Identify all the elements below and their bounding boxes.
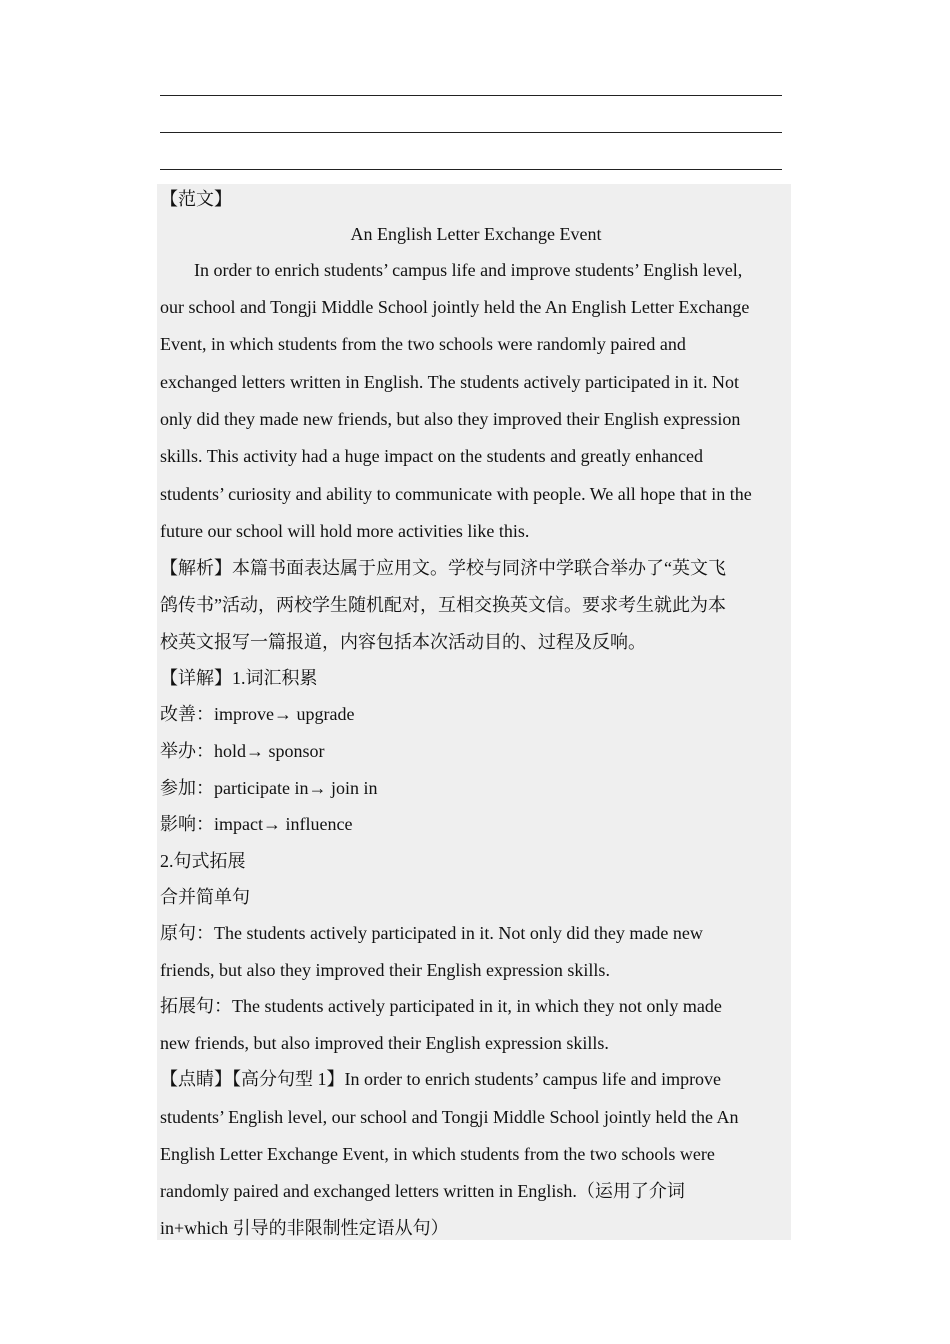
subsection-heading: 合并简单句	[160, 887, 250, 907]
vocab-item: 举办：hold→ sponsor	[160, 741, 325, 761]
analysis-line: 【解析】本篇书面表达属于应用文。学校与同济中学联合举办了“英文飞	[160, 558, 726, 578]
vocab-item: 改善：improve→ upgrade	[160, 704, 355, 724]
answer-blank-line	[160, 95, 782, 96]
essay-line: future our school will hold more activities like this.	[160, 521, 530, 541]
essay-line: students’ curiosity and ability to communicate with people. We all hope that in the	[160, 484, 752, 504]
analysis-line: 鸽传书”活动，两校学生随机配对，互相交换英文信。要求考生就此为本	[160, 595, 726, 615]
essay-heading: 【范文】	[160, 189, 232, 209]
highlight-line: 【点睛】【高分句型 1】In order to enrich students’ campus life and improve	[160, 1069, 722, 1089]
essay-line: exchanged letters written in English. The students actively participated in it. Not	[160, 372, 740, 392]
essay-line: our school and Tongji Middle School jointly held the An English Letter Exchange	[160, 297, 750, 317]
analysis-line: 校英文报写一篇报道，内容包括本次活动目的、过程及反响。	[160, 632, 646, 652]
highlight-line: in+which 引导的非限制性定语从句）	[160, 1218, 449, 1238]
original-sentence-line: 原句：The students actively participated in it. Not only did they made new	[160, 923, 703, 943]
answer-blank-line	[160, 132, 782, 133]
expanded-sentence-line: new friends, but also improved their English expression skills.	[160, 1033, 609, 1053]
essay-title: An English Letter Exchange Event	[350, 224, 602, 244]
essay-line: In order to enrich students’ campus life and improve students’ English level,	[194, 260, 743, 280]
highlight-line: English Letter Exchange Event, in which students from the two schools were	[160, 1144, 715, 1164]
highlight-line: randomly paired and exchanged letters written in English.（运用了介词	[160, 1181, 685, 1201]
vocab-item: 影响：impact→ influence	[160, 814, 353, 834]
details-heading: 【详解】1.词汇积累	[160, 668, 318, 688]
essay-line: skills. This activity had a huge impact on the students and greatly enhanced	[160, 446, 704, 466]
vocab-item: 参加：participate in→ join in	[160, 778, 378, 798]
highlight-line: students’ English level, our school and Tongji Middle School jointly held the An	[160, 1107, 739, 1127]
expanded-sentence-line: 拓展句：The students actively participated in it, in which they not only made	[160, 996, 722, 1016]
essay-line: Event, in which students from the two schools were randomly paired and	[160, 334, 686, 354]
section-heading: 2.句式拓展	[160, 851, 246, 871]
original-sentence-line: friends, but also they improved their English expression skills.	[160, 960, 610, 980]
answer-blank-line	[160, 169, 782, 170]
essay-line: only did they made new friends, but also they improved their English expression	[160, 409, 741, 429]
